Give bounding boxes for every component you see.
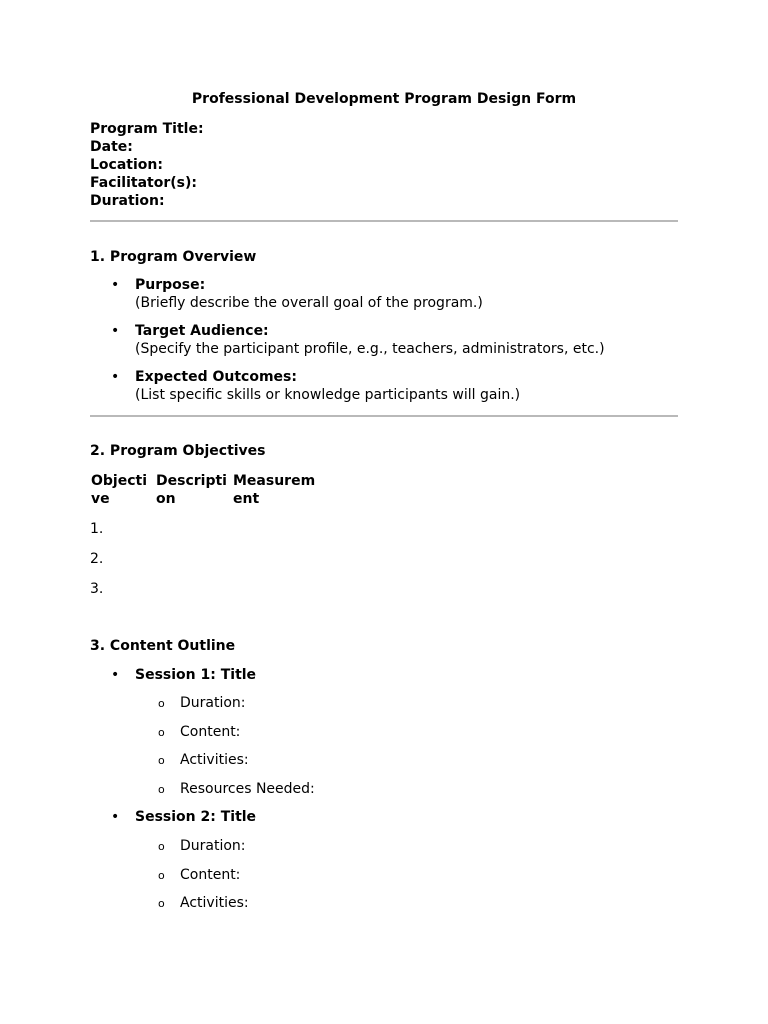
bullet-icon: • bbox=[111, 323, 120, 339]
bullet-icon: • bbox=[111, 369, 120, 385]
duration-label: Duration: bbox=[90, 193, 165, 209]
session-item: Resources Needed: bbox=[180, 781, 315, 797]
session-item: Duration: bbox=[180, 695, 246, 711]
expected-outcomes-description: (List specific skills or knowledge participants will gain.) bbox=[135, 387, 521, 403]
divider bbox=[90, 415, 678, 417]
program-title-label: Program Title: bbox=[90, 121, 204, 137]
divider bbox=[90, 220, 678, 222]
location-label: Location: bbox=[90, 157, 163, 173]
objective-row-number: 3. bbox=[90, 581, 104, 597]
sub-bullet-icon: o bbox=[158, 840, 165, 853]
sub-bullet-icon: o bbox=[158, 783, 165, 796]
sub-bullet-icon: o bbox=[158, 697, 165, 710]
session-title: Session 2: Title bbox=[135, 809, 257, 825]
session-item: Content: bbox=[180, 724, 241, 740]
purpose-description: (Briefly describe the overall goal of the program.) bbox=[135, 295, 483, 311]
bullet-icon: • bbox=[111, 667, 120, 683]
column-header-description: Descripti on bbox=[156, 473, 227, 507]
sub-bullet-icon: o bbox=[158, 754, 165, 767]
sub-bullet-icon: o bbox=[158, 897, 165, 910]
target-audience-label: Target Audience: bbox=[135, 323, 269, 339]
bullet-icon: • bbox=[111, 277, 120, 293]
session-item: Activities: bbox=[180, 752, 249, 768]
section-heading-content-outline: 3. Content Outline bbox=[90, 638, 236, 654]
purpose-label: Purpose: bbox=[135, 277, 206, 293]
page-title: Professional Development Program Design Form bbox=[191, 91, 577, 107]
bullet-icon: • bbox=[111, 809, 120, 825]
target-audience-description: (Specify the participant profile, e.g., teachers, administrators, etc.) bbox=[135, 341, 605, 357]
sub-bullet-icon: o bbox=[158, 726, 165, 739]
session-title: Session 1: Title bbox=[135, 667, 257, 683]
column-header-objective: Objecti ve bbox=[91, 473, 148, 507]
section-heading-overview: 1. Program Overview bbox=[90, 249, 257, 265]
session-item: Duration: bbox=[180, 838, 246, 854]
session-item: Activities: bbox=[180, 895, 249, 911]
objective-row-number: 2. bbox=[90, 551, 104, 567]
objective-row-number: 1. bbox=[90, 521, 104, 537]
session-item: Content: bbox=[180, 867, 241, 883]
sub-bullet-icon: o bbox=[158, 869, 165, 882]
date-label: Date: bbox=[90, 139, 133, 155]
column-header-measurement: Measurem ent bbox=[233, 473, 316, 507]
expected-outcomes-label: Expected Outcomes: bbox=[135, 369, 297, 385]
section-heading-objectives: 2. Program Objectives bbox=[90, 443, 266, 459]
facilitators-label: Facilitator(s): bbox=[90, 175, 197, 191]
